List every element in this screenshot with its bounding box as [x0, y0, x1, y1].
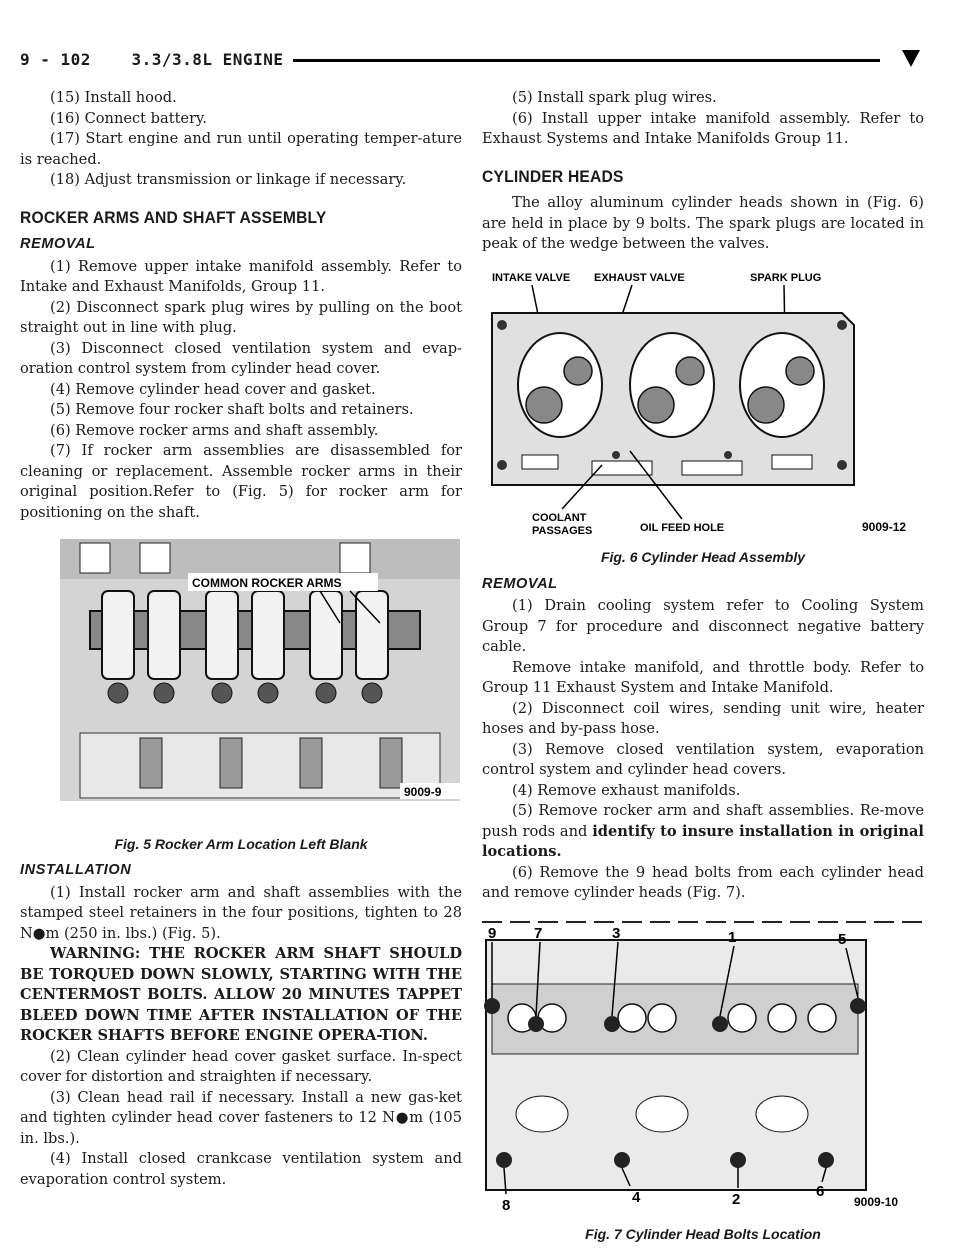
fig6-coolant-label: COOLANT: [532, 511, 587, 524]
removal-step: (6) Remove the 9 head bolts from each cylinder head and remove cylinder heads (Fig. 7).: [482, 863, 924, 901]
fig5-code: 9009-9: [404, 785, 442, 799]
warning-text: WARNING: THE ROCKER ARM SHAFT SHOULD BE TORQUED DOWN SLOWLY, STARTING WITH THE CENTERMOST BOLTS. ALLOW 20 MINUTES TAPPET BLEED DOWN TIME AFTER INSTALLATION OF THE ROCKER SHAFTS BEFORE ENGINE OPERA-TION.: [20, 945, 462, 1044]
removal-step: (2) Disconnect spark plug wires by pulling on the boot straight out in line with plug.: [20, 298, 462, 336]
removal-step: (3) Disconnect closed ventilation system and evap-oration control system from cylinder head cover.: [20, 339, 462, 377]
page-header: [0, 42, 960, 76]
bolt-number-6: 6: [816, 1182, 825, 1200]
removal-step: (7) If rocker arm assemblies are disassembled for cleaning or replacement. Assemble rocker arms in their original position.Refer to (Fig. 5) for rocker arm for positioning on the shaft.: [20, 442, 462, 521]
figure-6: [482, 265, 924, 544]
install-step: (2) Clean cylinder head cover gasket surface. In-spect cover for distortion and straighten if necessary.: [20, 1047, 462, 1085]
header-rule: [293, 59, 880, 62]
section-title-cylinder-heads: CYLINDER HEADS: [482, 166, 624, 186]
subsection-removal-heads: REMOVAL: [482, 575, 558, 592]
cylinder-heads-text: The alloy aluminum cylinder heads shown in (Fig. 6) are held in place by 9 bolts. The spark plugs are located in peak of the wedge between the valves.: [482, 194, 924, 252]
bolt-number-2: 2: [732, 1190, 741, 1208]
removal-step-5: [482, 801, 924, 863]
step-15: (15) Install hood.: [50, 89, 177, 106]
install-step: (4) Install closed crankcase ventilation system and evaporation control system.: [20, 1150, 462, 1188]
step-16: (16) Connect battery.: [50, 109, 207, 127]
removal-step: (4) Remove exhaust manifolds.: [512, 781, 741, 799]
removal-step: (1) Drain cooling system refer to Cooling System Group 7 for procedure and disconnect negative battery cable.: [482, 597, 924, 655]
right-column: [482, 88, 924, 1251]
fig6-exhaust-label: EXHAUST VALVE: [594, 271, 685, 284]
page-number-title: 9 - 102 3.3/3.8L ENGINE: [20, 50, 284, 69]
fig7-caption: Fig. 7 Cylinder Head Bolts Location: [585, 1226, 821, 1242]
removal-step: Remove intake manifold, and throttle body. Refer to Group 11 Exhaust System and Intake Manifold.: [482, 658, 924, 696]
removal-step: (3) Remove closed ventilation system, evaporation control system and cylinder head covers.: [482, 740, 924, 778]
fig6-code: 9009-12: [862, 519, 907, 534]
fig5-label: COMMON ROCKER ARMS: [192, 576, 342, 590]
removal-step: (4) Remove cylinder head cover and gasket.: [50, 380, 376, 398]
removal-step: (6) Remove rocker arms and shaft assembly.: [50, 421, 379, 439]
fig6-caption: Fig. 6 Cylinder Head Assembly: [600, 549, 806, 565]
step-5: (5) Install spark plug wires.: [512, 89, 717, 106]
bolt-number-1: 1: [728, 928, 737, 946]
chrysler-triangle-icon: [902, 50, 920, 67]
step5-text: (5) Remove rocker arm and shaft assemblies. Re-move push rods and: [482, 802, 924, 840]
section-title-rocker-arms: ROCKER ARMS AND SHAFT ASSEMBLY: [20, 207, 327, 227]
figure-7: [482, 914, 924, 1221]
bolt-number-5: 5: [838, 930, 847, 948]
install-step: (3) Clean head rail if necessary. Install a new gas-ket and tighten cylinder head cover fasteners to 12 N●m (105 in. lbs.).: [20, 1088, 462, 1147]
step5-bold-text: identify to insure installation in original locations.: [482, 822, 924, 860]
rocker-arm-illustration: [20, 533, 462, 823]
left-column: [20, 88, 462, 1190]
subsection-installation: INSTALLATION: [20, 862, 132, 878]
head-bolts-illustration: [482, 914, 924, 1214]
subsection-removal: REMOVAL: [20, 236, 96, 252]
fig6-passages-label: PASSAGES: [532, 524, 593, 537]
fig7-code: 9009-10: [854, 1194, 899, 1209]
fig6-intake-label: INTAKE VALVE: [492, 271, 571, 284]
fig6-spark-label: SPARK PLUG: [750, 271, 822, 284]
fig6-oil-label: OIL FEED HOLE: [640, 521, 725, 534]
step-18: (18) Adjust transmission or linkage if necessary.: [50, 171, 407, 188]
figure-5: [20, 533, 462, 830]
fig5-caption: Fig. 5 Rocker Arm Location Left Blank: [114, 835, 368, 852]
install-step: (1) Install rocker arm and shaft assemblies with the stamped steel retainers in the four positions, tighten to 28 N●m (250 in. lbs.) (Fig. 5).: [20, 883, 462, 942]
bolt-number-4: 4: [632, 1188, 641, 1206]
removal-step: (2) Disconnect coil wires, sending unit wire, heater hoses and by-pass hose.: [482, 699, 924, 737]
bolt-number-3: 3: [612, 924, 621, 942]
bolt-number-9: 9: [488, 924, 497, 942]
bolt-number-7: 7: [534, 924, 543, 942]
cylinder-head-illustration: [482, 265, 924, 537]
bolt-number-8: 8: [502, 1196, 511, 1214]
step-6: (6) Install upper intake manifold assembly. Refer to Exhaust Systems and Intake Manifolds Group 11.: [482, 109, 924, 147]
step-17: (17) Start engine and run until operating temper-ature is reached.: [20, 130, 462, 168]
removal-step: (5) Remove four rocker shaft bolts and retainers.: [50, 401, 414, 418]
removal-step: (1) Remove upper intake manifold assembly. Refer to Intake and Exhaust Manifolds, Group 11.: [20, 257, 462, 295]
